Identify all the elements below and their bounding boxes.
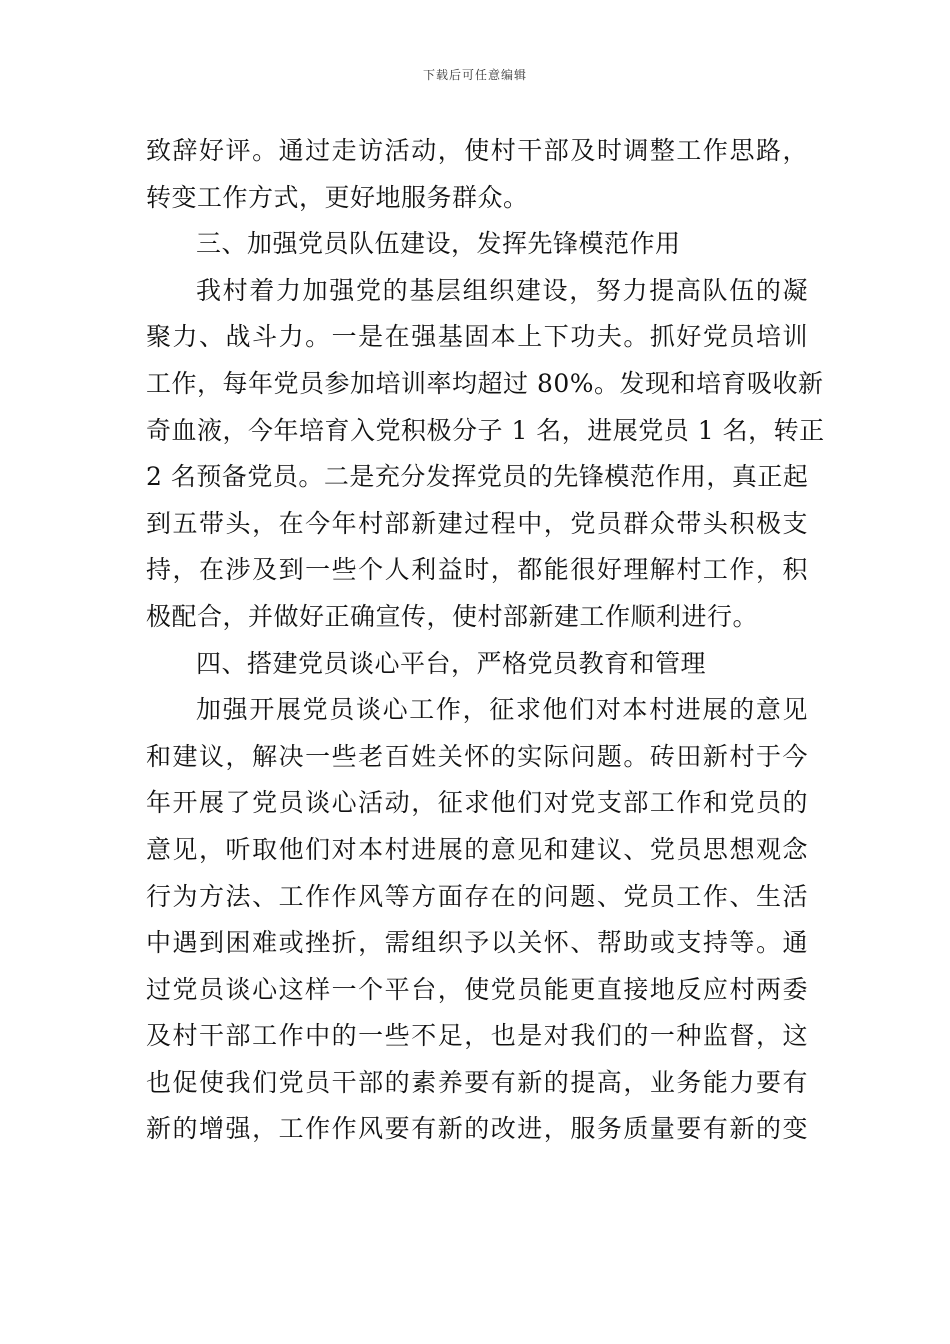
- page-header-note: 下载后可任意编辑: [422, 68, 527, 82]
- document-body: [146, 128, 825, 1153]
- paragraph-line: 加强开展党员谈心工作，征求他们对本村进展的意见: [196, 695, 808, 725]
- paragraph-line: 及村干部工作中的一些不足，也是对我们的一种监督，这: [146, 1021, 808, 1051]
- paragraph-line: 2 名预备党员。二是充分发挥党员的先锋模范作用，真正起: [146, 462, 809, 492]
- paragraph-line: 新的增强，工作作风要有新的改进，服务质量要有新的变: [146, 1114, 808, 1144]
- paragraph-line: 极配合，并做好正确宣传，使村部新建工作顺利进行。: [146, 601, 759, 631]
- paragraph-line: 致辞好评。通过走访活动，使村干部及时调整工作思路，: [146, 136, 808, 165]
- paragraph-line: 年开展了党员谈心活动，征求他们对党支部工作和党员的: [146, 788, 808, 818]
- paragraph-line: 意见，听取他们对本村进展的意见和建议、党员思想观念: [146, 834, 808, 864]
- paragraph-line: 过党员谈心这样一个平台，使党员能更直接地反应村两委: [146, 974, 808, 1004]
- paragraph-line: 中遇到困难或挫折，需组织予以关怀、帮助或支持等。通: [146, 928, 808, 958]
- paragraph-line: 持，在涉及到一些个人利益时，都能很好理解村工作，积: [146, 555, 808, 585]
- paragraph-line: 转变工作方式，更好地服务群众。: [146, 182, 529, 212]
- paragraph-line: 和建议，解决一些老百姓关怀的实际问题。砖田新村于今: [146, 741, 808, 771]
- section-heading: 三、加强党员队伍建设，发挥先锋模范作用: [196, 229, 681, 259]
- paragraph-line: 奇血液，今年培育入党积极分子 1 名，进展党员 1 名，转正: [146, 415, 825, 445]
- section-heading: 四、搭建党员谈心平台，严格党员教育和管理: [196, 648, 707, 678]
- paragraph-line: 工作，每年党员参加培训率均超过 80%。发现和培育吸收新: [146, 368, 824, 398]
- paragraph-line: 我村着力加强党的基层组织建设，努力提高队伍的凝: [196, 275, 808, 305]
- paragraph-line: 也促使我们党员干部的素养要有新的提高，业务能力要有: [146, 1067, 808, 1097]
- paragraph-line: 到五带头，在今年村部新建过程中，党员群众带头积极支: [146, 508, 808, 538]
- paragraph-line: 聚力、战斗力。一是在强基固本上下功夫。抓好党员培训: [146, 322, 808, 352]
- paragraph-line: 行为方法、工作作风等方面存在的问题、党员工作、生活: [146, 881, 808, 911]
